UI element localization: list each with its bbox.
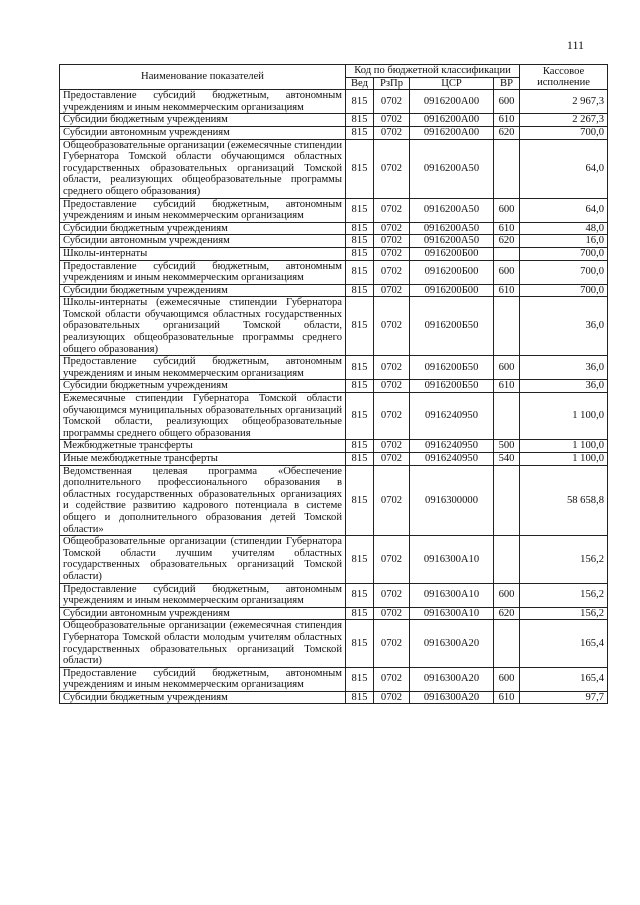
table-row	[60, 453, 608, 466]
cell-ved: 815	[346, 198, 374, 222]
cell-amount: 700,0	[520, 260, 608, 284]
cell-csr: 0916300А20	[410, 620, 494, 667]
cell-amount: 700,0	[520, 126, 608, 139]
table-row	[60, 393, 608, 440]
cell-csr: 0916300А10	[410, 607, 494, 620]
cell-vr	[494, 620, 520, 667]
header-ved: Вед	[346, 77, 374, 90]
table-row	[60, 260, 608, 284]
cell-name: Предоставление субсидий бюджетным, автономным учреждениям и иным некоммерческим организациям	[60, 583, 346, 607]
cell-csr: 0916200Б50	[410, 356, 494, 380]
cell-ved: 815	[346, 356, 374, 380]
cell-csr: 0916300А10	[410, 536, 494, 583]
cell-ved: 815	[346, 667, 374, 691]
table-row	[60, 465, 608, 536]
table-row	[60, 90, 608, 114]
budget-table	[59, 64, 608, 704]
cell-ved: 815	[346, 139, 374, 198]
cell-ved: 815	[346, 260, 374, 284]
cell-name: Субсидии автономным учреждениям	[60, 607, 346, 620]
cell-amount: 156,2	[520, 583, 608, 607]
cell-vr: 540	[494, 453, 520, 466]
table-row	[60, 667, 608, 691]
cell-vr: 500	[494, 440, 520, 453]
cell-csr: 0916200А00	[410, 114, 494, 127]
table-row	[60, 440, 608, 453]
cell-vr: 600	[494, 90, 520, 114]
cell-amount: 1 100,0	[520, 453, 608, 466]
cell-ved: 815	[346, 284, 374, 297]
cell-amount: 700,0	[520, 247, 608, 260]
cell-name: Субсидии бюджетным учреждениям	[60, 380, 346, 393]
cell-rzpr: 0702	[374, 198, 410, 222]
cell-vr	[494, 465, 520, 536]
cell-vr: 610	[494, 380, 520, 393]
table-row	[60, 198, 608, 222]
cell-vr: 610	[494, 114, 520, 127]
cell-ved: 815	[346, 620, 374, 667]
cell-vr: 620	[494, 607, 520, 620]
cell-amount: 64,0	[520, 198, 608, 222]
cell-amount: 64,0	[520, 139, 608, 198]
cell-amount: 48,0	[520, 222, 608, 235]
cell-ved: 815	[346, 583, 374, 607]
cell-amount: 2 267,3	[520, 114, 608, 127]
cell-rzpr: 0702	[374, 222, 410, 235]
cell-rzpr: 0702	[374, 583, 410, 607]
cell-rzpr: 0702	[374, 235, 410, 248]
cell-vr: 610	[494, 691, 520, 704]
cell-amount: 58 658,8	[520, 465, 608, 536]
cell-ved: 815	[346, 380, 374, 393]
cell-vr: 610	[494, 284, 520, 297]
cell-csr: 0916300А20	[410, 667, 494, 691]
cell-amount: 36,0	[520, 297, 608, 356]
table-row	[60, 297, 608, 356]
cell-ved: 815	[346, 465, 374, 536]
cell-amount: 165,4	[520, 667, 608, 691]
cell-amount: 156,2	[520, 607, 608, 620]
cell-rzpr: 0702	[374, 440, 410, 453]
table-row	[60, 114, 608, 127]
cell-ved: 815	[346, 297, 374, 356]
cell-ved: 815	[346, 440, 374, 453]
cell-name: Общеобразовательные организации (ежемесячная стипендия Губернатора Томской области молодым учителям областных государственных образовательных организаций Томской области)	[60, 620, 346, 667]
cell-name: Предоставление субсидий бюджетным, автономным учреждениям и иным некоммерческим организациям	[60, 356, 346, 380]
cell-rzpr: 0702	[374, 126, 410, 139]
table-row	[60, 380, 608, 393]
cell-csr: 0916200Б00	[410, 284, 494, 297]
cell-csr: 0916200А00	[410, 126, 494, 139]
cell-name: Субсидии бюджетным учреждениям	[60, 691, 346, 704]
cell-vr	[494, 393, 520, 440]
cell-amount: 2 967,3	[520, 90, 608, 114]
cell-rzpr: 0702	[374, 247, 410, 260]
cell-csr: 0916240950	[410, 453, 494, 466]
cell-amount: 36,0	[520, 356, 608, 380]
header-amount: Кассовое исполнение	[520, 65, 608, 90]
cell-vr	[494, 536, 520, 583]
cell-vr: 600	[494, 667, 520, 691]
cell-amount: 165,4	[520, 620, 608, 667]
cell-name: Предоставление субсидий бюджетным, автономным учреждениям и иным некоммерческим организациям	[60, 260, 346, 284]
cell-vr: 600	[494, 583, 520, 607]
cell-csr: 0916240950	[410, 393, 494, 440]
cell-csr: 0916300А10	[410, 583, 494, 607]
cell-ved: 815	[346, 453, 374, 466]
cell-vr: 620	[494, 126, 520, 139]
cell-name: Ведомственная целевая программа «Обеспечение дополнительного профессионального образования в областных государственных образовательных организациях и содействие развитию кадрового потенциала в системе общего и дополнительного образования детей Томской области»	[60, 465, 346, 536]
cell-rzpr: 0702	[374, 380, 410, 393]
cell-rzpr: 0702	[374, 284, 410, 297]
cell-amount: 700,0	[520, 284, 608, 297]
cell-rzpr: 0702	[374, 536, 410, 583]
cell-name: Субсидии автономным учреждениям	[60, 235, 346, 248]
cell-amount: 1 100,0	[520, 440, 608, 453]
cell-name: Предоставление субсидий бюджетным, автономным учреждениям и иным некоммерческим организациям	[60, 198, 346, 222]
cell-name: Межбюджетные трансферты	[60, 440, 346, 453]
cell-ved: 815	[346, 247, 374, 260]
header-rzpr: РзПр	[374, 77, 410, 90]
table-row	[60, 583, 608, 607]
cell-rzpr: 0702	[374, 667, 410, 691]
cell-name: Школы-интернаты (ежемесячные стипендии Губернатора Томской области обучающимся областных государственных образовательных организаций Томской области, реализующих общеобразовательные программы среднего общего образования)	[60, 297, 346, 356]
cell-csr: 0916200А50	[410, 139, 494, 198]
cell-csr: 0916240950	[410, 440, 494, 453]
cell-name: Субсидии бюджетным учреждениям	[60, 222, 346, 235]
cell-csr: 0916200Б00	[410, 247, 494, 260]
cell-ved: 815	[346, 536, 374, 583]
table-row	[60, 235, 608, 248]
cell-ved: 815	[346, 607, 374, 620]
cell-csr: 0916200А50	[410, 235, 494, 248]
header-vr: ВР	[494, 77, 520, 90]
cell-csr: 0916300А20	[410, 691, 494, 704]
cell-amount: 156,2	[520, 536, 608, 583]
cell-ved: 815	[346, 222, 374, 235]
cell-vr	[494, 139, 520, 198]
cell-rzpr: 0702	[374, 691, 410, 704]
cell-name: Школы-интернаты	[60, 247, 346, 260]
cell-vr: 610	[494, 222, 520, 235]
cell-rzpr: 0702	[374, 260, 410, 284]
cell-name: Субсидии автономным учреждениям	[60, 126, 346, 139]
table-row	[60, 356, 608, 380]
table-row	[60, 691, 608, 704]
cell-rzpr: 0702	[374, 465, 410, 536]
cell-ved: 815	[346, 126, 374, 139]
cell-name: Субсидии бюджетным учреждениям	[60, 284, 346, 297]
cell-name: Субсидии бюджетным учреждениям	[60, 114, 346, 127]
cell-ved: 815	[346, 114, 374, 127]
cell-rzpr: 0702	[374, 297, 410, 356]
cell-name: Общеобразовательные организации (стипендии Губернатора Томской области лучшим учителям областных государственных образовательных организаций Томской области)	[60, 536, 346, 583]
cell-rzpr: 0702	[374, 620, 410, 667]
cell-csr: 0916200Б00	[410, 260, 494, 284]
table-row	[60, 126, 608, 139]
cell-ved: 815	[346, 235, 374, 248]
cell-rzpr: 0702	[374, 356, 410, 380]
cell-rzpr: 0702	[374, 90, 410, 114]
cell-vr	[494, 247, 520, 260]
cell-rzpr: 0702	[374, 114, 410, 127]
cell-name: Ежемесячные стипендии Губернатора Томской области обучающимся муниципальных образовательных организаций Томской области, реализующих общеобразовательные программы среднего общего образования	[60, 393, 346, 440]
table-row	[60, 247, 608, 260]
cell-ved: 815	[346, 393, 374, 440]
page-number: 111	[566, 38, 584, 52]
cell-ved: 815	[346, 691, 374, 704]
header-csr: ЦСР	[410, 77, 494, 90]
cell-rzpr: 0702	[374, 393, 410, 440]
table-row	[60, 620, 608, 667]
header-name: Наименование показателей	[60, 65, 346, 90]
cell-name: Общеобразовательные организации (ежемесячные стипендии Губернатора Томской области обучающимся областных государственных образовательных организаций Томской области, реализующих общеобразовательные программы среднего общего образования)	[60, 139, 346, 198]
table-row	[60, 284, 608, 297]
header-code-group: Код по бюджетной классификации	[346, 65, 520, 78]
cell-vr: 620	[494, 235, 520, 248]
table-row	[60, 139, 608, 198]
cell-amount: 97,7	[520, 691, 608, 704]
cell-vr: 600	[494, 356, 520, 380]
cell-csr: 0916200Б50	[410, 380, 494, 393]
cell-rzpr: 0702	[374, 139, 410, 198]
cell-name: Предоставление субсидий бюджетным, автономным учреждениям и иным некоммерческим организациям	[60, 667, 346, 691]
cell-csr: 0916200Б50	[410, 297, 494, 356]
table-row	[60, 536, 608, 583]
cell-amount: 36,0	[520, 380, 608, 393]
table-row	[60, 607, 608, 620]
cell-amount: 16,0	[520, 235, 608, 248]
cell-vr: 600	[494, 198, 520, 222]
table-header-row	[60, 65, 608, 78]
cell-name: Иные межбюджетные трансферты	[60, 453, 346, 466]
cell-rzpr: 0702	[374, 607, 410, 620]
cell-csr: 0916200А50	[410, 198, 494, 222]
cell-csr: 0916200А00	[410, 90, 494, 114]
cell-name: Предоставление субсидий бюджетным, автономным учреждениям и иным некоммерческим организациям	[60, 90, 346, 114]
cell-csr: 0916200А50	[410, 222, 494, 235]
cell-amount: 1 100,0	[520, 393, 608, 440]
cell-vr	[494, 297, 520, 356]
cell-csr: 0916300000	[410, 465, 494, 536]
table-row	[60, 222, 608, 235]
cell-rzpr: 0702	[374, 453, 410, 466]
cell-vr: 600	[494, 260, 520, 284]
cell-ved: 815	[346, 90, 374, 114]
